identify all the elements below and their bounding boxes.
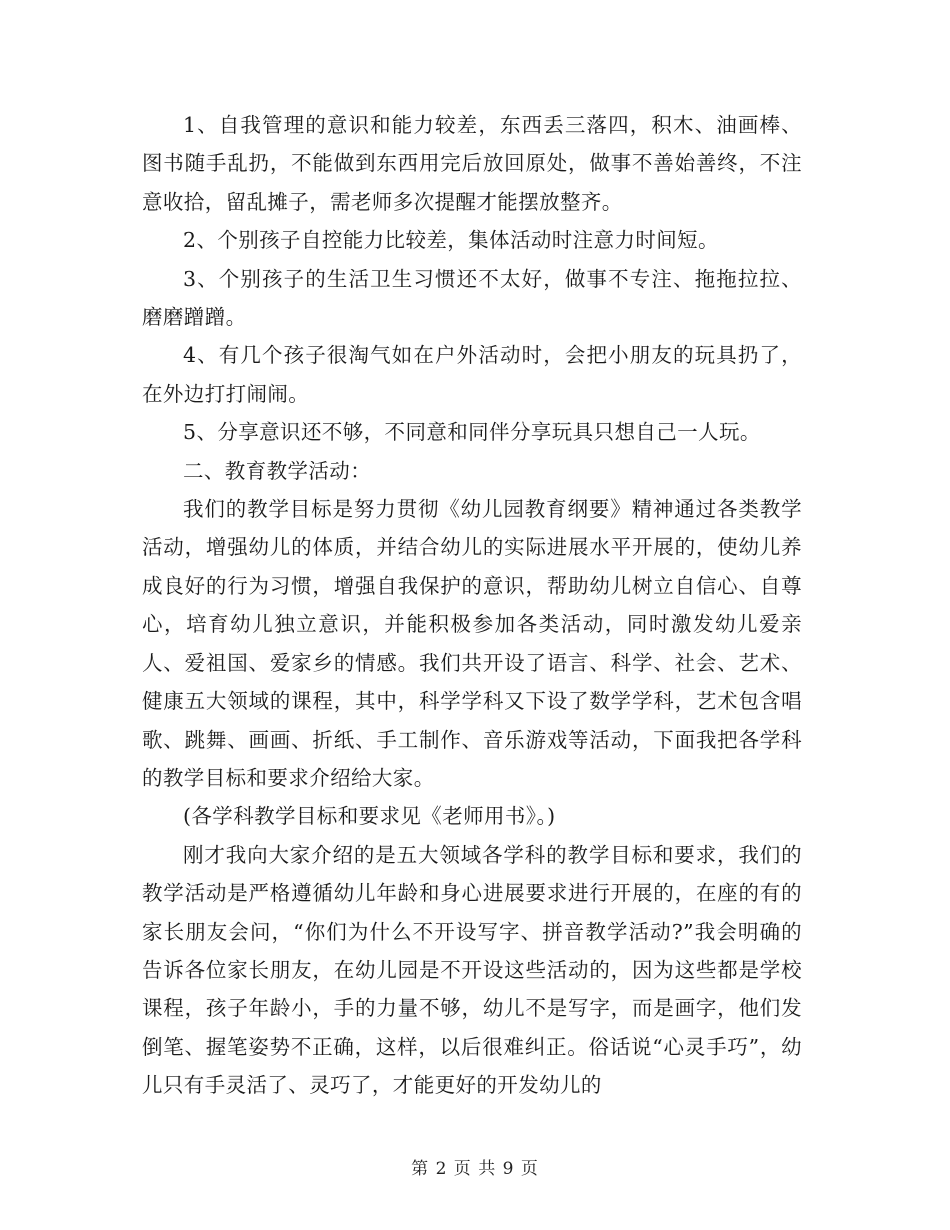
document-body bbox=[142, 106, 802, 1105]
section-heading: 二、教育教学活动： bbox=[183, 458, 372, 483]
paragraph-item-5: 5、分享意识还不够，不同意和同伴分享玩具只想自己一人玩。 bbox=[183, 420, 761, 445]
page-footer bbox=[0, 1154, 950, 1179]
paragraph-item-2: 2、个别孩子自控能力比较差，集体活动时注意力时间短。 bbox=[183, 228, 719, 253]
paragraph-item-4: 4、有几个孩子很淘气如在户外活动时，会把小朋友的玩具扔了，在外边打打闹闹。 bbox=[142, 343, 802, 406]
paragraph-note: (各学科教学目标和要求见《老师用书》。) bbox=[183, 804, 556, 829]
paragraph-item-3: 3、个别孩子的生活卫生习惯还不太好，做事不专注、拖拖拉拉、磨磨蹭蹭。 bbox=[142, 266, 802, 330]
paragraph-explanation: 刚才我向大家介绍的是五大领域各学科的教学目标和要求，我们的教学活动是严格遵循幼儿年龄和身心进展要求进行开展的，在座的有的家长朋友会问，“你们为什么不开设写字、拼音教学活动?”我会明确的告诉各位家长朋友，在幼儿园是不开设这些活动的，因为这些都是学校课程，孩子年龄小，手的力量不够，幼儿不是写字，而是画字，他们发倒笔、握笔姿势不正确，这样，以后很难纠正。俗话说“心灵手巧”，幼儿只有手灵活了、灵巧了，才能更好的开发幼儿的 bbox=[142, 842, 802, 1098]
paragraph-teaching-goals: 我们的教学目标是努力贯彻《幼儿园教育纲要》精神通过各类教学活动，增强幼儿的体质，并结合幼儿的实际进展水平开展的，使幼儿养成良好的行为习惯，增强自我保护的意识，帮助幼儿树立自信心、自尊心，培育幼儿独立意识，并能积极参加各类活动，同时激发幼儿爱亲人、爱祖国、爱家乡的情感。我们共开设了语言、科学、社会、艺术、健康五大领域的课程，其中，科学学科又下设了数学学科，艺术包含唱歌、跳舞、画画、折纸、手工制作、音乐游戏等活动，下面我把各学科的教学目标和要求介绍给大家。 bbox=[142, 497, 802, 790]
page-number: 第 2 页 共 9 页 bbox=[411, 1159, 539, 1179]
paragraph-item-1: 1、自我管理的意识和能力较差，东西丢三落四，积木、油画棒、图书随手乱扔，不能做到东西用完后放回原处，做事不善始善终，不注意收拾，留乱摊子，需老师多次提醒才能摆放整齐。 bbox=[142, 113, 802, 214]
